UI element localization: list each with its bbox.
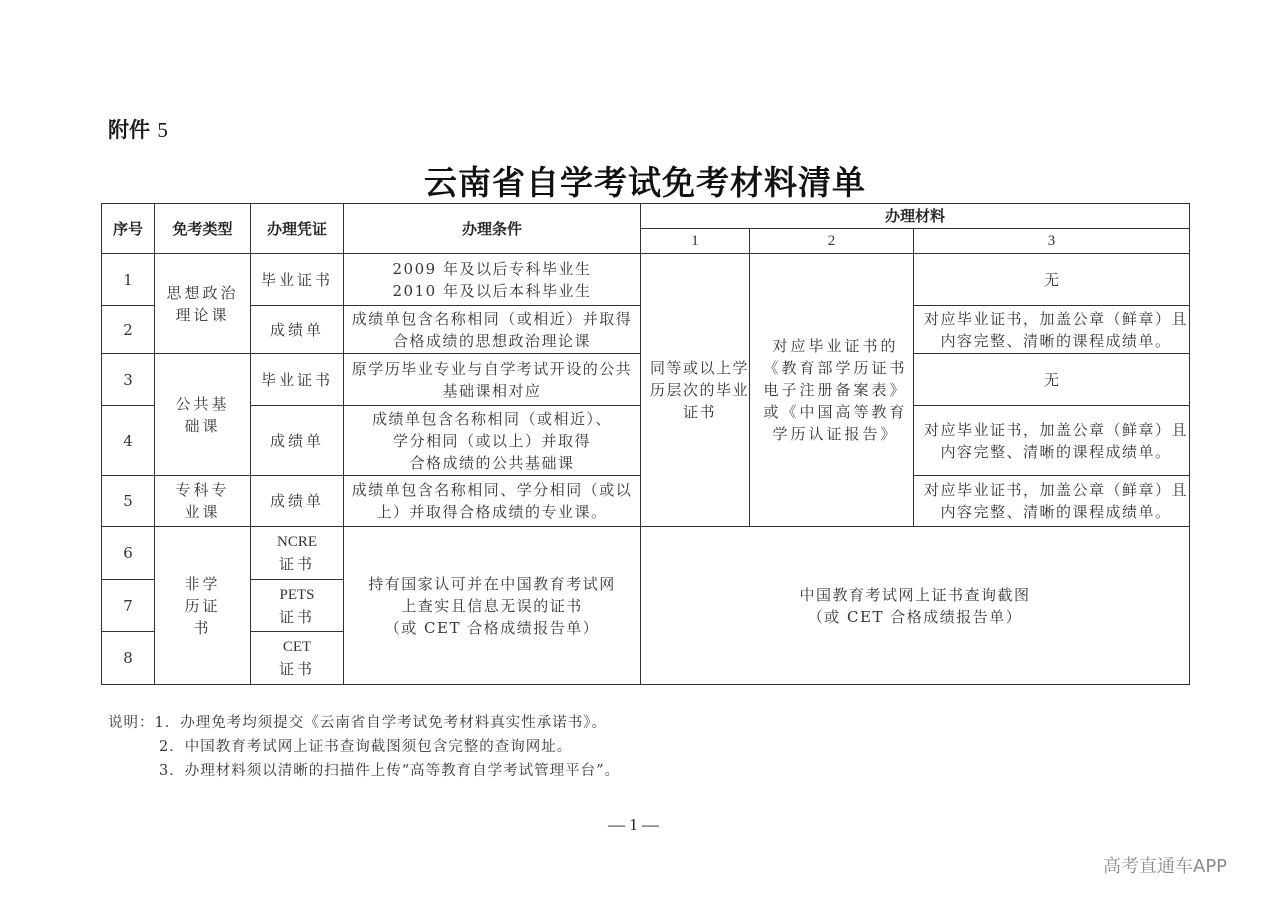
note-text: 3．办理材料须以清晰的扫描件上传“高等教育自学考试管理平台”。 — [159, 763, 621, 779]
nondegree-condition — [344, 527, 641, 685]
row-material-3: 无 — [914, 354, 1190, 406]
material-line: 中国教育考试网上证书查询截图 — [799, 585, 1031, 604]
attachment-number: 5 — [157, 118, 168, 142]
col-header-material-1: 1 — [641, 229, 750, 254]
watermark: 高考直通车APP — [1103, 856, 1228, 877]
condition-line: （或 CET 合格成绩报告单） — [384, 618, 600, 637]
credential-name: CET — [282, 639, 312, 655]
row-seq: 8 — [102, 632, 155, 685]
credential-suffix: 证书 — [278, 607, 315, 626]
row-seq: 6 — [102, 527, 155, 580]
col-header-condition: 办理条件 — [344, 204, 641, 254]
note-item — [108, 711, 620, 735]
col-header-type: 免考类型 — [155, 204, 251, 254]
notes-label: 说明： — [108, 715, 155, 731]
table-row — [102, 254, 1190, 306]
note-text: 2．中国教育考试网上证书查询截图须包含完整的查询网址。 — [159, 739, 573, 755]
attachment-label — [108, 114, 168, 144]
row-type: 思想政治理论课 — [155, 254, 251, 354]
note-text: 1．办理免考均须提交《云南省自学考试免考材料真实性承诺书》。 — [154, 715, 607, 731]
row-credential: 成绩单 — [251, 306, 344, 354]
condition-line: 2010 年及以后本科毕业生 — [392, 281, 592, 300]
condition-line: 上查实且信息无误的证书 — [401, 596, 583, 615]
material-line: （或 CET 合格成绩报告单） — [807, 607, 1023, 626]
row-seq: 3 — [102, 354, 155, 406]
condition-line: 学分相同（或以上）并取得 — [392, 431, 591, 450]
row-material-3: 对应毕业证书，加盖公章（鲜章）且内容完整、清晰的课程成绩单。 — [914, 406, 1190, 476]
attachment-label-text: 附件 — [108, 118, 150, 142]
row-seq: 5 — [102, 476, 155, 527]
row-seq: 4 — [102, 406, 155, 476]
row-material-3: 对应毕业证书，加盖公章（鲜章）且内容完整、清晰的课程成绩单。 — [914, 306, 1190, 354]
page-title: 云南省自学考试免考材料清单 — [424, 163, 866, 202]
row-credential — [251, 580, 344, 632]
row-credential — [251, 527, 344, 580]
row-material-3: 无 — [914, 254, 1190, 306]
row-credential: 成绩单 — [251, 476, 344, 527]
row-condition — [344, 254, 641, 306]
col-header-material-3: 3 — [914, 229, 1190, 254]
notes-section — [108, 711, 620, 783]
row-condition: 成绩单包含名称相同（或相近）并取得合格成绩的思想政治理论课 — [344, 306, 641, 354]
row-material-3: 对应毕业证书，加盖公章（鲜章）且内容完整、清晰的课程成绩单。 — [914, 476, 1190, 527]
col-header-credential: 办理凭证 — [251, 204, 344, 254]
row-type: 公共基础课 — [155, 354, 251, 476]
credential-name: NCRE — [276, 534, 317, 550]
condition-line: 合格成绩的公共基础课 — [409, 453, 575, 472]
page-number: — 1 — — [608, 815, 659, 834]
col-header-materials: 办理材料 — [641, 204, 1190, 229]
row-credential: 成绩单 — [251, 406, 344, 476]
row-condition: 成绩单包含名称相同、学分相同（或以上）并取得合格成绩的专业课。 — [344, 476, 641, 527]
row-credential: 毕业证书 — [251, 254, 344, 306]
col-header-seq: 序号 — [102, 204, 155, 254]
note-item — [108, 759, 620, 783]
row-credential: 毕业证书 — [251, 354, 344, 406]
credential-suffix: 证书 — [278, 660, 315, 678]
col-header-material-2: 2 — [750, 229, 914, 254]
row-credential — [251, 632, 344, 685]
row-type: 非学历证书 — [155, 527, 251, 685]
row-condition: 原学历毕业专业与自学考试开设的公共基础课相对应 — [344, 354, 641, 406]
nondegree-material — [641, 527, 1190, 685]
table-header-row — [102, 204, 1190, 229]
exemption-materials-table — [101, 203, 1190, 685]
table-row — [102, 527, 1190, 580]
note-item — [108, 735, 620, 759]
shared-material-1: 同等或以上学历层次的毕业证书 — [641, 254, 750, 527]
credential-suffix: 证书 — [278, 555, 315, 573]
row-type: 专科专业课 — [155, 476, 251, 527]
row-condition — [344, 406, 641, 476]
condition-line: 成绩单包含名称相同（或相近）、 — [371, 409, 612, 428]
row-seq: 1 — [102, 254, 155, 306]
shared-material-2: 对应毕业证书的《教育部学历证书电子注册备案表》或《中国高等教育学历认证报告》 — [750, 254, 914, 527]
condition-line: 2009 年及以后专科毕业生 — [392, 259, 592, 278]
row-seq: 2 — [102, 306, 155, 354]
condition-line: 持有国家认可并在中国教育考试网 — [368, 574, 616, 593]
credential-name: PETS — [279, 586, 315, 603]
row-seq: 7 — [102, 580, 155, 632]
